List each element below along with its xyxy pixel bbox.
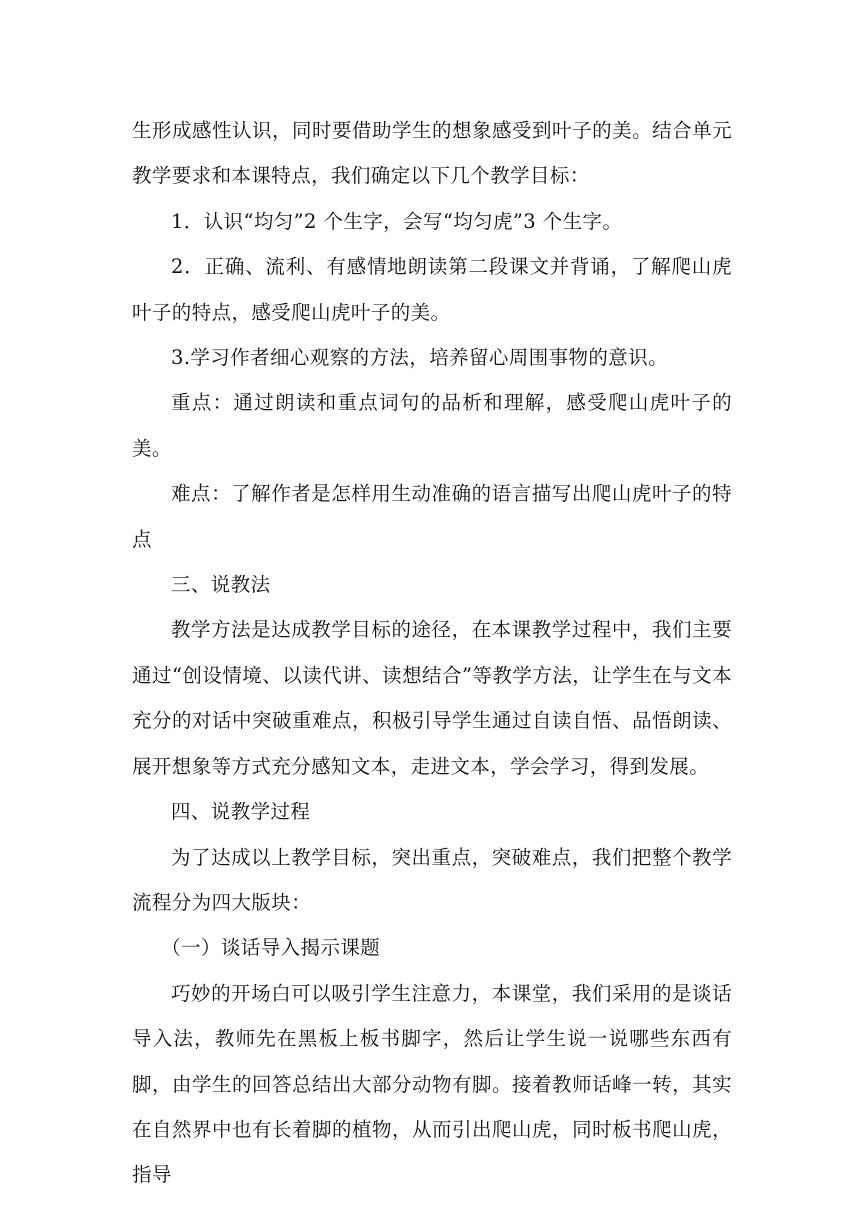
key-point: 重点：通过朗读和重点词句的品析和理解，感受爬山虎叶子的美。 <box>132 391 732 460</box>
introduction-paragraph: 巧妙的开场白可以吸引学生注意力，本课堂，我们采用的是谈话导入法，教师先在黑板上板书脚字，然后让学生说一说哪些东西有脚，由学生的回答总结出大部分动物有脚。接着教师话峰一转，其实在自然界中也有长着脚的植物，从而引出爬山虎，同时板书爬山虎，指导 <box>132 981 732 1187</box>
teaching-process-intro: 为了达成以上教学目标，突出重点，突破难点，我们把整个教学流程分为四大版块： <box>132 845 732 914</box>
subsection-heading-introduction: （一）谈话导入揭示课题 <box>161 936 381 960</box>
objective-3: 3.学习作者细心观察的方法，培养留心周围事物的意识。 <box>171 346 669 370</box>
objective-1: 1．认识“均匀”2 个生字，会写“均匀虎”3 个生字。 <box>171 209 623 233</box>
objective-2: 2．正确、流利、有感情地朗读第二段课文并背诵，了解爬山虎叶子的特点，感受爬山虎叶子的美。 <box>132 255 732 324</box>
teaching-methods-paragraph: 教学方法是达成教学目标的途径，在本课教学过程中，我们主要通过“创设情境、以读代讲、读想结合”等教学方法，让学生在与文本充分的对话中突破重难点，积极引导学生通过自读自悟、品悟朗读、展开想象等方式充分感知文本，走进文本，学会学习，得到发展。 <box>132 618 732 778</box>
section-heading-teaching-methods: 三、说教法 <box>171 573 271 597</box>
section-heading-teaching-process: 四、说教学过程 <box>171 800 311 824</box>
paragraph-continuation: 生形成感性认识，同时要借助学生的想象感受到叶子的美。结合单元教学要求和本课特点，我们确定以下几个教学目标： <box>132 119 732 188</box>
difficult-point: 难点：了解作者是怎样用生动准确的语言描写出爬山虎叶子的特点 <box>132 482 732 551</box>
document-body <box>132 108 732 1198</box>
